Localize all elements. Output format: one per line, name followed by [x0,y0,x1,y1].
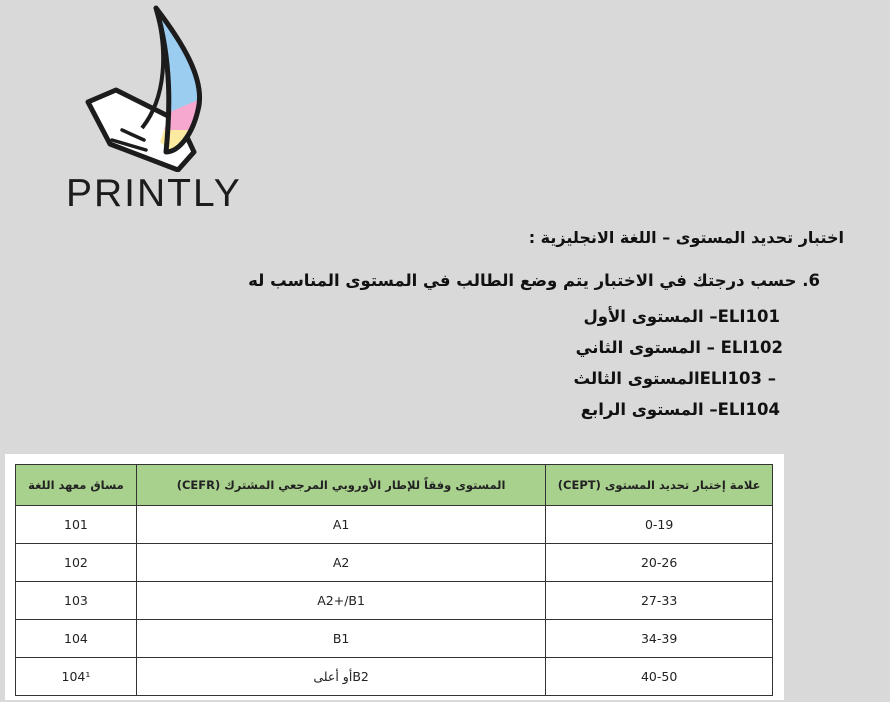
cell-cefr: A2 [136,544,545,582]
table-row [16,658,773,696]
cell-course: 103 [16,582,137,620]
cell-score: 34-39 [546,620,773,658]
item-number: 6. [802,271,820,290]
cell-score: 40-50 [546,658,773,696]
table-row [16,544,773,582]
header-course: مساق معهد اللغة [16,465,137,506]
table-header-row [16,465,773,506]
table-row [16,506,773,544]
header-cefr: المستوى وفقاً للإطار الأوروبي المرجعي المشترك (CEFR) [136,465,545,506]
cell-cefr: B1 [136,620,545,658]
cell-cefr: A2+/B1 [136,582,545,620]
pen-paper-icon [82,2,232,172]
level-line-1: ELI101– المستوى الأول [583,307,780,326]
cell-score: 27-33 [546,582,773,620]
section-title: اختبار تحديد المستوى – اللغة الانجليزية : [528,228,844,247]
level-line-2: ELI102 – المستوى الثاني [575,338,783,357]
cell-score: 20-26 [546,544,773,582]
numbered-item [248,271,820,290]
header-cept: علامة إختبار تحديد المستوى (CEPT) [546,465,773,506]
level-line-4: ELI104– المستوى الرابع [580,400,780,419]
cell-cefr: A1 [136,506,545,544]
cell-course: 102 [16,544,137,582]
placement-table-container [5,454,784,700]
cell-course: 101 [16,506,137,544]
printly-logo [62,2,252,220]
level-line-3: – ELI103المستوى الثالث [573,369,776,388]
table-row [16,620,773,658]
item-text: حسب درجتك في الاختبار يتم وضع الطالب في المستوى المناسب له [248,271,797,290]
cell-cefr: B2أو أعلى [136,658,545,696]
placement-table [15,464,773,696]
table-row [16,582,773,620]
brand-name: PRINTLY [66,172,242,215]
cell-course: 104¹ [16,658,137,696]
cell-score: 0-19 [546,506,773,544]
cell-course: 104 [16,620,137,658]
